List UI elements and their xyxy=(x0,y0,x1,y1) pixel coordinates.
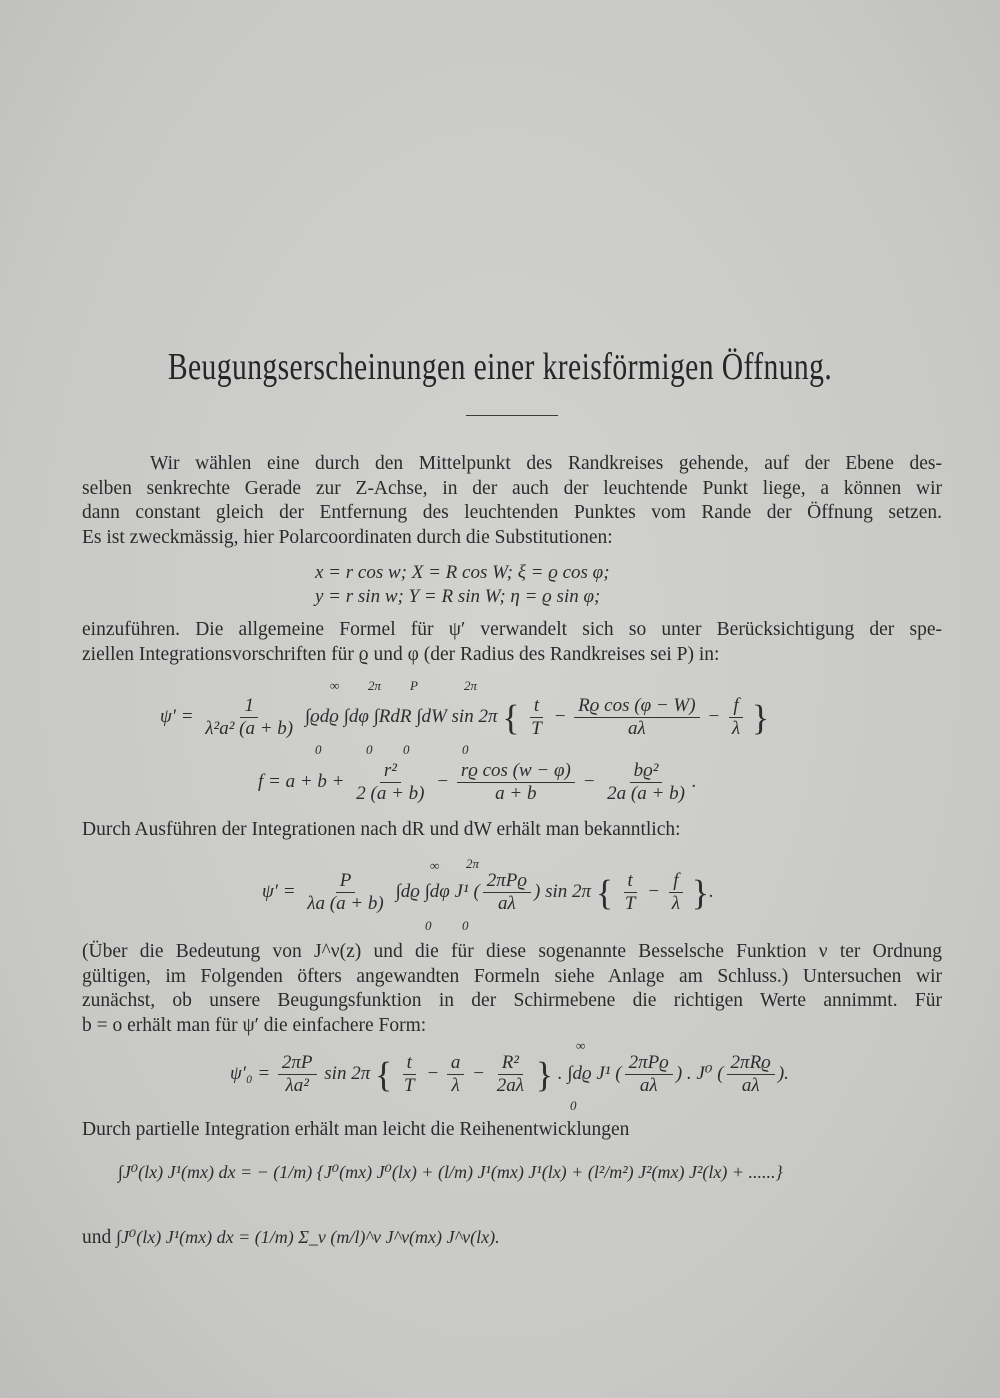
eq4-T: T xyxy=(404,1075,415,1096)
eq4-close-brace: } xyxy=(535,1054,553,1095)
eq3-lambda: λ xyxy=(671,893,680,914)
eq3-T: T xyxy=(624,893,636,914)
eq4-a: a xyxy=(447,1052,465,1075)
eq1-lower-limit: 0 xyxy=(403,742,410,757)
eq1-prefactor-num: 1 xyxy=(240,695,258,718)
paragraph-intro xyxy=(82,452,942,550)
eq4-arg2-den: aλ xyxy=(741,1075,760,1096)
eq1-integrals: ∫ϱdϱ ∫dφ ∫RdR ∫dW sin 2π xyxy=(304,705,498,727)
eq3-t-over-T xyxy=(621,870,640,915)
eq1-close-brace: } xyxy=(751,697,770,738)
eq1-open-brace: { xyxy=(502,697,520,738)
substitution-line-1: x = r cos w; X = R cos W; ξ = ϱ cos φ; xyxy=(315,562,610,583)
equation-f: f = a + b + $\frac{\text{r²}}{2 (a + b)}$ − $\frac{\text{rϱ cos (w − φ)}}{a + b}$ − $\frac{\text{bϱ²}}{2a (a + b)}$ . xyxy=(258,760,697,804)
eq3-lower-limit: 0 xyxy=(462,918,469,933)
eq2-term-a xyxy=(352,760,428,805)
eq1-t-over-T xyxy=(527,695,546,740)
eq4-num: 2πP xyxy=(278,1052,317,1075)
eq3-sin: sin 2π xyxy=(545,880,592,902)
eq3-arg-num: 2πPϱ xyxy=(483,870,531,893)
eq2-a-num: r² xyxy=(380,760,401,783)
eq3-upper-limit: ∞ xyxy=(430,858,440,873)
eq4-arg1-den: aλ xyxy=(639,1075,658,1096)
equation-sum: ∫J⁰(lx) J¹(mx) dx = (1/m) Σ_ν (m/l)^ν J^ν(mx) J^ν(lx). xyxy=(116,1227,500,1247)
eq1-cos-num: Rϱ cos (φ − W) xyxy=(574,695,699,718)
eq3-argument xyxy=(483,870,531,915)
eq6-prefix: und xyxy=(82,1227,112,1248)
equation-psi-integrated: ψ′ = $\frac{P}{\lambda a (a + b)}$ ∫dϱ ∫dφ J¹ ( $\frac{\text{2πPϱ}}{a\lambda}$ ) sin 2π { $\frac{t}{T}$ − $\frac{f}{\lambda}$ }. xyxy=(262,870,714,914)
eq4-r-num: R² xyxy=(498,1052,523,1075)
eq2-lhs: f = a + b + xyxy=(258,770,345,792)
eq3-f: f xyxy=(669,870,682,893)
page-title: Beugungserscheinungen einer kreisförmigen Öffnung. xyxy=(167,346,833,388)
eq2-b-den: a + b xyxy=(495,783,537,804)
paragraph-formula-intro xyxy=(82,618,942,667)
text-line: einzuführen. Die allgemeine Formel für ψ′ verwandelt sich so unter Berücksichtigung der spe- xyxy=(82,619,942,640)
eq3-close-brace: } xyxy=(691,872,710,913)
text-line: selben senkrechte Gerade zur Z-Achse, in der auch der leuchtende Punkt liege, a können wir xyxy=(82,477,942,499)
eq3-arg-den: aλ xyxy=(498,893,516,914)
eq1-lhs: ψ′ = xyxy=(160,705,194,727)
text-line: Durch Ausführen der Integrationen nach dR und dW erhält man bekanntlich: xyxy=(82,819,681,840)
eq1-f-over-lambda xyxy=(728,695,744,740)
eq4-body: ∫dϱ J¹ xyxy=(567,1062,611,1084)
eq1-upper-limit: 2π xyxy=(464,678,478,693)
eq3-num: P xyxy=(336,870,356,893)
text-line: (Über die Bedeutung von J^ν(z) und die für diese sogenannte Besselsche Funktion ν ter Ordnung xyxy=(82,941,942,962)
eq4-lhs: ψ′₀ = xyxy=(230,1062,271,1084)
eq3-t: t xyxy=(624,870,637,893)
text-line: Wir wählen eine durch den Mittelpunkt des Randkreises gehende, auf der Ebene des- xyxy=(150,453,942,474)
eq1-lower-limit: 0 xyxy=(315,742,322,757)
eq3-lhs: ψ′ = xyxy=(262,880,296,902)
equation-psi-general: ψ′ = $\frac{1}{\text{λ²a² (a + b)}}$ ∫ϱdϱ ∫dφ ∫RdR ∫dW sin 2π { $\frac{t}{T}$ − $\frac{\text{Rϱ cos (φ − W)}}{a\lambda}$ − $\frac{f}{\lambda}$ } xyxy=(160,695,770,739)
eq4-lambda: λ xyxy=(451,1075,460,1096)
eq1-lower-limit: 0 xyxy=(366,742,373,757)
equation-psi-zero: ψ′₀ = $\frac{2\pi P}{\text{λa²}}$ sin 2π { $\frac{t}{T}$ − $\frac{a}{\lambda}$ − $\frac{\text{R²}}{2a\lambda}$ } . ∫dϱ J¹ ( $\frac{\text{2πPϱ}}{a\lambda}$ ) . J⁰ ( $\frac{\text{2πRϱ}}{a\lambda}$ ). xyxy=(230,1052,789,1096)
substitution-line-2: y = r sin w; Y = R sin W; η = ϱ sin φ; xyxy=(315,586,601,607)
equation-series-expansion: ∫J⁰(lx) J¹(mx) dx = − (1/m) {J⁰(mx) J⁰(lx) + (l/m) J¹(mx) J¹(lx) + (l²/m²) J²(mx) J²(lx) + ......} xyxy=(118,1162,783,1182)
eq3-den: λa (a + b) xyxy=(307,893,384,914)
eq4-lower-limit: 0 xyxy=(570,1098,577,1113)
text-line: b = o erhält man für ψ′ die einfachere Form: xyxy=(82,1014,427,1036)
eq1-T: T xyxy=(531,718,542,739)
eq2-b-num: rϱ cos (w − φ) xyxy=(457,760,575,783)
eq1-upper-limit: P xyxy=(410,678,418,693)
eq1-upper-limit: 2π xyxy=(368,678,382,693)
eq1-t: t xyxy=(530,695,543,718)
eq4-t: t xyxy=(403,1052,416,1075)
eq2-c-num: bϱ² xyxy=(630,760,663,783)
eq4-open-brace: { xyxy=(374,1054,393,1095)
equation-sum-line xyxy=(82,1225,500,1251)
eq1-prefactor-den: λ²a² (a + b) xyxy=(205,718,294,739)
paragraph-series xyxy=(82,1118,942,1143)
eq3-open-brace: { xyxy=(595,872,614,913)
eq4-upper-limit: ∞ xyxy=(576,1038,586,1053)
text-line: dann constant gleich der Entfernung des leuchtenden Punktes vom Rande der Öffnung setzen. xyxy=(82,502,942,523)
eq4-mid: . J⁰ xyxy=(686,1062,713,1084)
eq4-r-den: 2aλ xyxy=(496,1075,524,1096)
eq3-upper-limit: 2π xyxy=(466,856,480,871)
eq3-body: ∫dϱ ∫dφ J¹ xyxy=(395,880,469,902)
eq4-r-term xyxy=(493,1052,528,1097)
eq3-f-over-lambda xyxy=(668,870,684,915)
eq2-term-b xyxy=(457,760,575,805)
eq4-a-over-lambda xyxy=(447,1052,465,1097)
eq2-a-den: 2 (a + b) xyxy=(356,783,425,804)
paragraph-integration xyxy=(82,818,942,843)
text-line: Durch partielle Integration erhält man leicht die Reihenentwicklungen xyxy=(82,1119,630,1140)
eq4-arg1 xyxy=(625,1052,673,1097)
eq4-den: λa² xyxy=(285,1075,309,1096)
paragraph-bessel xyxy=(82,940,942,1038)
eq2-c-den: 2a (a + b) xyxy=(607,783,685,804)
eq4-prefactor xyxy=(278,1052,317,1097)
eq2-term-c xyxy=(603,760,689,805)
eq4-arg2-num: 2πRϱ xyxy=(727,1052,775,1075)
eq1-f: f xyxy=(729,695,742,718)
eq4-t-over-T xyxy=(400,1052,419,1097)
eq1-cos-term xyxy=(574,695,699,740)
eq3-prefactor xyxy=(303,870,387,915)
eq3-lower-limit: 0 xyxy=(425,918,432,933)
eq1-cos-den: aλ xyxy=(628,718,646,739)
eq4-arg1-num: 2πPϱ xyxy=(625,1052,673,1075)
eq1-lambda: λ xyxy=(731,718,741,739)
eq1-prefactor xyxy=(201,695,297,740)
text-line: ziellen Integrationsvorschriften für ϱ und φ (der Radius des Randkreises sei P) in: xyxy=(82,643,720,665)
title-divider xyxy=(466,415,558,416)
eq1-lower-limit: 0 xyxy=(462,742,469,757)
text-line: gültigen, im Folgenden öfters angewandten Formeln siehe Anlage am Schluss.) Untersuchen wir xyxy=(82,965,942,987)
eq4-sin: sin 2π xyxy=(324,1062,371,1084)
eq1-upper-limit: ∞ xyxy=(330,678,340,693)
eq4-arg2 xyxy=(727,1052,775,1097)
text-line: zunächst, ob unsere Beugungsfunktion in der Schirmebene die richtigen Werte annimmt. Für xyxy=(82,990,942,1011)
text-line: Es ist zweckmässig, hier Polarcoordinaten durch die Substitutionen: xyxy=(82,526,613,548)
